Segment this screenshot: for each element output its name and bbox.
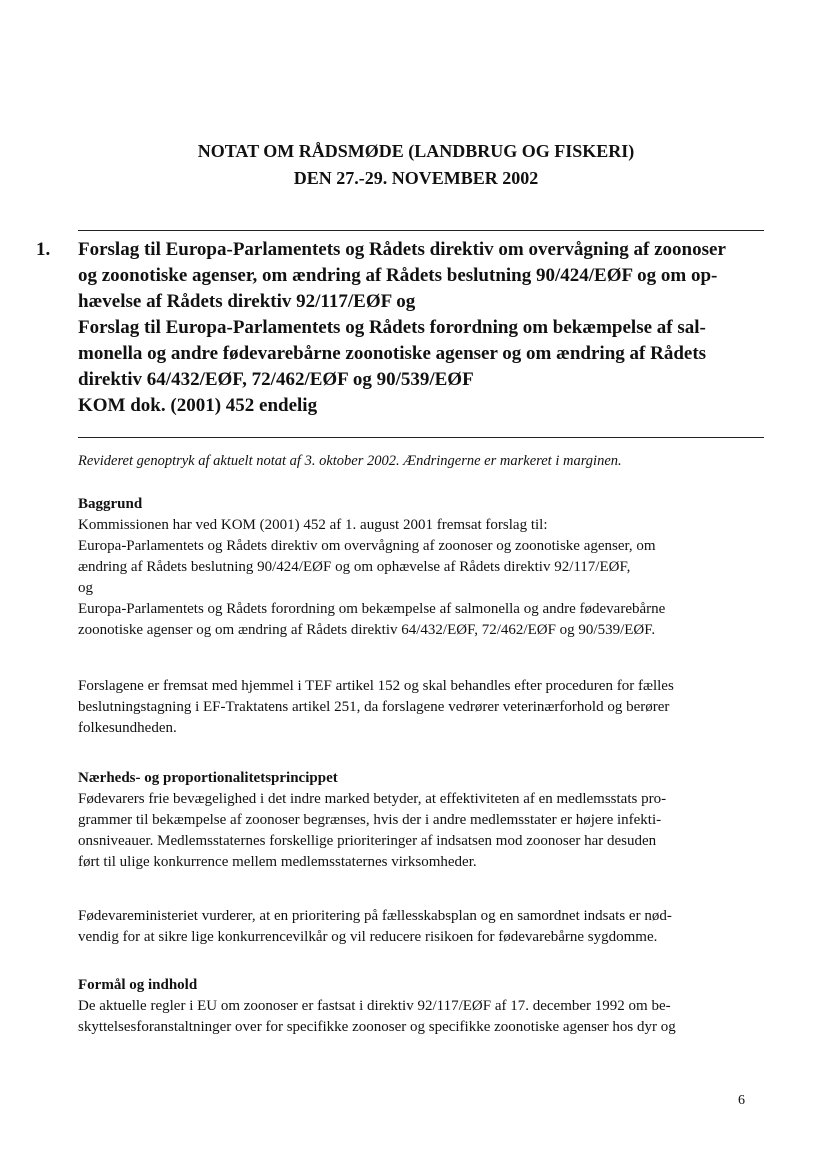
item-heading-line: direktiv 64/432/EØF, 72/462/EØF og 90/539/EØF	[78, 369, 474, 390]
item-heading-line: og zoonotiske agenser, om ændring af Rådets beslutning 90/424/EØF og om op-	[78, 265, 718, 286]
paragraph-line: ført til ulige konkurrence mellem medlemsstaternes virksomheder.	[78, 854, 477, 870]
bottom-divider	[78, 437, 764, 438]
paragraph-line: Europa-Parlamentets og Rådets forordning om bekæmpelse af salmonella og andre fødevarebårne	[78, 601, 666, 617]
section-forslag	[78, 676, 768, 739]
paragraph-line: folkesundheden.	[78, 720, 177, 736]
title-line-1: NOTAT OM RÅDSMØDE (LANDBRUG OG FISKERI)	[197, 141, 635, 161]
section-naerhed	[78, 768, 768, 873]
paragraph-line: Forslagene er fremsat med hjemmel i TEF artikel 152 og skal behandles efter proceduren for fælles	[78, 678, 674, 694]
paragraph-line: Fødevarers frie bevægelighed i det indre marked betyder, at effektiviteten af en medlemsstats pro-	[78, 791, 667, 807]
paragraph-line: og	[78, 580, 93, 596]
paragraph-line: skyttelsesforanstaltninger over for specifikke zoonoser og specifikke zoonotiske agenser hos dyr og	[78, 1019, 676, 1035]
item-heading-line: KOM dok. (2001) 452 endelig	[78, 395, 318, 416]
paragraph-line: onsniveauer. Medlemsstaternes forskellige prioriteringer af indsatsen mod zoonoser har desuden	[78, 833, 657, 849]
section-vurdering	[78, 906, 768, 948]
paragraph-line: grammer til bekæmpelse af zoonoser begrænses, hvis der i andre medlemsstater er højere infekti-	[78, 812, 662, 828]
paragraph-line: Kommissionen har ved KOM (2001) 452 af 1. august 2001 fremsat forslag til:	[78, 517, 548, 533]
page-number: 6	[738, 1093, 745, 1108]
item-number: 1.	[36, 239, 51, 260]
paragraph-line: beslutningstagning i EF-Traktatens artikel 251, da forslagene vedrører veterinærforhold og berører	[78, 699, 670, 715]
paragraph-line: Europa-Parlamentets og Rådets direktiv om overvågning af zoonoser og zoonotiske agenser, om	[78, 538, 656, 554]
section-formaal	[78, 975, 768, 1038]
paragraph-line: De aktuelle regler i EU om zoonoser er fastsat i direktiv 92/117/EØF af 17. december 1992 om be-	[78, 998, 671, 1014]
item-heading-line: hævelse af Rådets direktiv 92/117/EØF og	[78, 291, 416, 312]
section-baggrund	[78, 494, 768, 641]
section-heading: Formål og indhold	[78, 977, 198, 993]
section-heading: Baggrund	[78, 496, 143, 512]
item-heading	[78, 237, 764, 419]
section-heading: Nærheds- og proportionalitetsprincippet	[78, 770, 338, 786]
document-title	[0, 138, 832, 192]
item-heading-line: monella og andre fødevarebårne zoonotiske agenser og om ændring af Rådets	[78, 343, 707, 364]
item-heading-line: Forslag til Europa-Parlamentets og Rådets direktiv om overvågning af zoonoser	[78, 239, 726, 260]
paragraph-line: Fødevareministeriet vurderer, at en prioritering på fællesskabsplan og en samordnet indsats er nød-	[78, 908, 672, 924]
top-divider	[78, 230, 764, 231]
paragraph-line: ændring af Rådets beslutning 90/424/EØF og om ophævelse af Rådets direktiv 92/117/EØF,	[78, 559, 631, 575]
paragraph-line: zoonotiske agenser og om ændring af Rådets direktiv 64/432/EØF, 72/462/EØF og 90/539/EØF.	[78, 622, 656, 638]
item-heading-line: Forslag til Europa-Parlamentets og Rådets forordning om bekæmpelse af sal-	[78, 317, 706, 338]
revision-note: Revideret genoptryk af aktuelt notat af 3. oktober 2002. Ændringerne er markeret i marginen.	[78, 453, 622, 469]
paragraph-line: vendig for at sikre lige konkurrencevilkår og vil reducere risikoen for fødevarebårne sygdomme.	[78, 929, 658, 945]
title-line-2: DEN 27.-29. NOVEMBER 2002	[293, 168, 539, 188]
